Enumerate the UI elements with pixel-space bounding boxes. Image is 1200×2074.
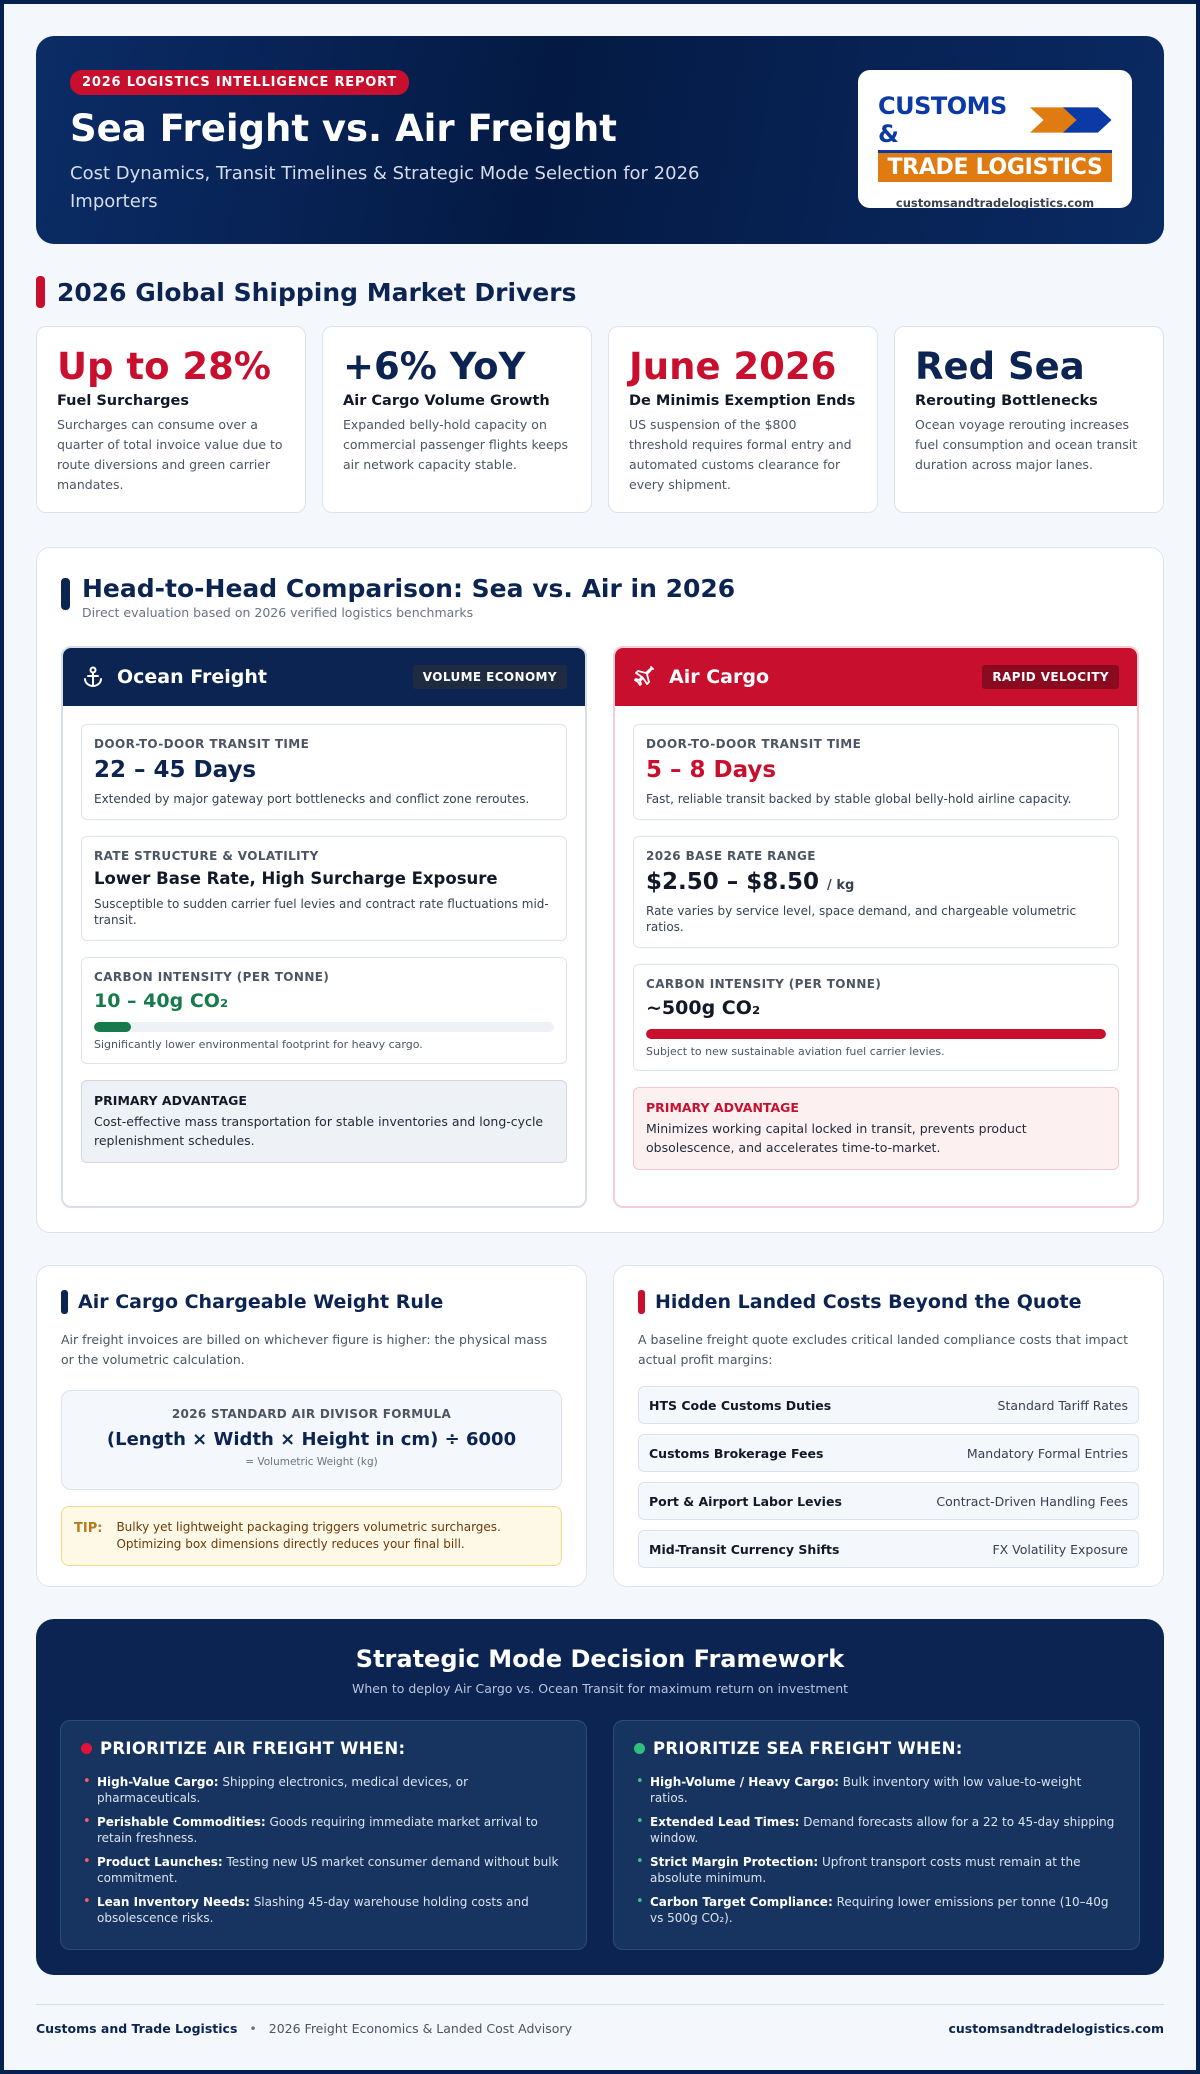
- air-priority-box: [60, 1720, 587, 1950]
- ocean-transit-card: [81, 724, 567, 820]
- arrow-logo-icon: [1030, 105, 1112, 135]
- list-item: • Strict Margin Protection: Upfront transport costs must remain at the absolute minimum.: [634, 1854, 1119, 1886]
- footer-separator: •: [249, 2021, 257, 2036]
- framework-title: Strategic Mode Decision Framework: [355, 1645, 845, 1673]
- ocean-carbon-card: [81, 957, 567, 1064]
- sea-priority-heading: PRIORITIZE SEA FREIGHT WHEN:: [653, 1739, 963, 1758]
- ocean-title: Ocean Freight: [117, 666, 268, 688]
- air-carbon-card: [633, 964, 1119, 1071]
- metric-value: 5 – 8 Days: [646, 757, 777, 783]
- card-accent-bar: [61, 1290, 68, 1314]
- metric-label: 2026 BASE RATE RANGE: [646, 849, 816, 863]
- tip-text: Bulky yet lightweight packaging triggers volumetric surcharges. Optimizing box dimensions directly reduces your final bill.: [116, 1520, 501, 1551]
- decision-framework: [36, 1619, 1164, 1975]
- cost-name: Customs Brokerage Fees: [649, 1445, 824, 1461]
- stat-description: Surcharges can consume over a quarter of total invoice value due to route diversions and green carrier mandates.: [57, 417, 283, 492]
- list-item: • Perishable Commodities: Goods requiring immediate market arrival to retain freshness.: [81, 1814, 566, 1846]
- logo-url[interactable]: customsandtradelogistics.com: [895, 196, 1095, 210]
- logo-line1: CUSTOMS &: [878, 92, 1007, 148]
- stat-description: US suspension of the $800 threshold requires formal entry and automated customs clearance for every shipment.: [629, 417, 852, 492]
- hidden-costs-card: [613, 1265, 1164, 1587]
- metric-description: Subject to new sustainable aviation fuel carrier levies.: [646, 1045, 945, 1058]
- weight-rule-desc: Air freight invoices are billed on whichever figure is higher: the physical mass or the volumetric calculation.: [61, 1332, 548, 1367]
- carbon-bar-track: [646, 1029, 1106, 1039]
- cost-name: Port & Airport Labor Levies: [649, 1493, 842, 1509]
- section-accent-bar: [61, 578, 70, 610]
- section-accent-bar: [36, 276, 45, 308]
- page-title: Sea Freight vs. Air Freight: [70, 107, 617, 150]
- list-item: • High-Volume / Heavy Cargo: Bulk inventory with low value-to-weight ratios.: [634, 1774, 1119, 1806]
- stat-card-red-sea: [894, 326, 1164, 513]
- list-item: • High-Value Cargo: Shipping electronics, medical devices, or pharmaceuticals.: [81, 1774, 566, 1806]
- air-advantage: [633, 1087, 1119, 1170]
- air-header: [615, 648, 1137, 706]
- advantage-label: PRIMARY ADVANTAGE: [646, 1100, 799, 1115]
- report-badge: 2026 LOGISTICS INTELLIGENCE REPORT: [70, 70, 409, 95]
- company-logo: [858, 70, 1132, 208]
- metric-value: Lower Base Rate, High Surcharge Exposure: [94, 869, 498, 888]
- list-item: [638, 1482, 1139, 1520]
- metric-label: CARBON INTENSITY (PER TONNE): [646, 977, 882, 991]
- stat-description: Expanded belly-hold capacity on commercial passenger flights keeps air network capacity stable.: [343, 417, 569, 472]
- infographic-page: [4, 4, 1196, 2070]
- air-rate-card: [633, 836, 1119, 948]
- ocean-tag: VOLUME ECONOMY: [413, 665, 567, 689]
- stat-value: +6% YoY: [343, 345, 526, 388]
- stat-description: Ocean voyage rerouting increases fuel consumption and ocean transit duration across major lanes.: [915, 417, 1138, 472]
- framework-subtitle: When to deploy Air Cargo vs. Ocean Transit for maximum return on investment: [351, 1681, 849, 1696]
- metric-label: RATE STRUCTURE & VOLATILITY: [94, 849, 319, 863]
- hero-header: [36, 36, 1164, 244]
- list-item: [638, 1434, 1139, 1472]
- tip-label: TIP:: [74, 1521, 103, 1536]
- metric-description: Significantly lower environmental footprint for heavy cargo.: [94, 1038, 423, 1051]
- air-tag: RAPID VELOCITY: [982, 665, 1119, 689]
- metric-value: 10 – 40g CO₂: [94, 990, 229, 1012]
- air-title: Air Cargo: [669, 666, 769, 688]
- metric-description: Susceptible to sudden carrier fuel levies and contract rate fluctuations mid-transit.: [94, 897, 549, 927]
- anchor-icon: [81, 665, 105, 689]
- metric-unit: / kg: [827, 878, 855, 893]
- carbon-bar-track: [94, 1022, 554, 1032]
- air-priority-heading: PRIORITIZE AIR FREIGHT WHEN:: [100, 1739, 406, 1758]
- carbon-bar-fill: [646, 1029, 1106, 1039]
- metric-label: DOOR-TO-DOOR TRANSIT TIME: [646, 737, 862, 751]
- lower-cards: [36, 1265, 1164, 1587]
- list-item: [638, 1386, 1139, 1424]
- card-accent-bar: [638, 1290, 645, 1314]
- formula-label: 2026 STANDARD AIR DIVISOR FORMULA: [171, 1407, 452, 1421]
- logo-line2: TRADE LOGISTICS: [878, 150, 1112, 182]
- footer-url[interactable]: customsandtradelogistics.com: [948, 2021, 1164, 2036]
- stat-card-de-minimis: [608, 326, 878, 513]
- comparison-heading: Head-to-Head Comparison: Sea vs. Air in 2026: [82, 574, 736, 603]
- hidden-costs-title: Hidden Landed Costs Beyond the Quote: [655, 1291, 1082, 1313]
- drivers-section-title: [36, 276, 1164, 308]
- metric-value: ~500g CO₂: [646, 997, 761, 1019]
- ocean-header: [63, 648, 585, 706]
- stat-card-fuel: [36, 326, 306, 513]
- metric-description: Extended by major gateway port bottlenecks and conflict zone reroutes.: [94, 792, 530, 806]
- advantage-text: Cost-effective mass transportation for stable inventories and long-cycle replenishment schedules.: [94, 1114, 544, 1148]
- plane-icon: [633, 665, 657, 689]
- air-priority-list: [81, 1774, 566, 1926]
- list-item: • Product Launches: Testing new US market consumer demand without bulk commitment.: [81, 1854, 566, 1886]
- list-item: [638, 1530, 1139, 1568]
- page-subtitle: Cost Dynamics, Transit Timelines & Strategic Mode Selection for 2026 Importers: [70, 163, 700, 212]
- drivers-heading: 2026 Global Shipping Market Drivers: [57, 277, 577, 307]
- ocean-advantage: [81, 1080, 567, 1163]
- comparison-header: [61, 574, 1139, 620]
- weight-rule-card: [36, 1265, 587, 1587]
- cost-name: Mid-Transit Currency Shifts: [649, 1541, 840, 1557]
- ocean-rate-card: [81, 836, 567, 941]
- stat-value: June 2026: [629, 345, 837, 388]
- red-dot-icon: [81, 1743, 92, 1754]
- sea-priority-list: [634, 1774, 1119, 1926]
- ocean-freight-column: [61, 646, 587, 1208]
- advantage-label: PRIMARY ADVANTAGE: [94, 1093, 247, 1108]
- stat-label: Air Cargo Volume Growth: [343, 393, 550, 409]
- formula-equation: (Length × Width × Height in cm) ÷ 6000: [106, 1429, 517, 1450]
- comparison-subtitle: Direct evaluation based on 2026 verified logistics benchmarks: [82, 605, 474, 620]
- footer-brand: Customs and Trade Logistics: [36, 2021, 238, 2036]
- metric-label: DOOR-TO-DOOR TRANSIT TIME: [94, 737, 310, 751]
- cost-value: FX Volatility Exposure: [992, 1541, 1128, 1557]
- tip-box: [61, 1506, 562, 1566]
- page-footer: [36, 2004, 1164, 2036]
- stat-card-air-volume: [322, 326, 592, 513]
- cost-list: [638, 1386, 1139, 1568]
- list-item: • Lean Inventory Needs: Slashing 45-day warehouse holding costs and obsolescence risks.: [81, 1894, 566, 1926]
- air-transit-card: [633, 724, 1119, 820]
- cost-value: Mandatory Formal Entries: [966, 1445, 1128, 1461]
- comparison-columns: [61, 646, 1139, 1208]
- footer-tagline: 2026 Freight Economics & Landed Cost Advisory: [268, 2021, 572, 2036]
- metric-description: Rate varies by service level, space demand, and chargeable volumetric ratios.: [646, 904, 1077, 934]
- hidden-costs-desc: A baseline freight quote excludes critical landed compliance costs that impact actual profit margins:: [638, 1332, 1129, 1367]
- formula-box: [61, 1390, 562, 1490]
- advantage-text: Minimizes working capital locked in transit, prevents product obsolescence, and accelerates time-to-market.: [646, 1121, 1027, 1155]
- air-cargo-column: [613, 646, 1139, 1208]
- stat-label: Fuel Surcharges: [57, 393, 189, 409]
- metric-label: CARBON INTENSITY (PER TONNE): [94, 970, 330, 984]
- cost-value: Standard Tariff Rates: [997, 1397, 1128, 1413]
- stat-value: Red Sea: [915, 345, 1085, 388]
- sea-priority-box: [613, 1720, 1140, 1950]
- stat-label: Rerouting Bottlenecks: [915, 393, 1098, 409]
- green-dot-icon: [634, 1743, 645, 1754]
- stat-value: Up to 28%: [57, 345, 271, 388]
- comparison-panel: [36, 547, 1164, 1233]
- weight-rule-title: Air Cargo Chargeable Weight Rule: [78, 1291, 444, 1313]
- driver-stats: [36, 326, 1164, 513]
- cost-value: Contract-Driven Handling Fees: [936, 1493, 1128, 1509]
- cost-name: HTS Code Customs Duties: [649, 1397, 832, 1413]
- carbon-bar-fill: [94, 1022, 131, 1032]
- stat-label: De Minimis Exemption Ends: [629, 393, 856, 409]
- list-item: • Extended Lead Times: Demand forecasts allow for a 22 to 45-day shipping window.: [634, 1814, 1119, 1846]
- formula-note: = Volumetric Weight (kg): [245, 1456, 378, 1468]
- list-item: • Carbon Target Compliance: Requiring lower emissions per tonne (10–40g vs 500g CO₂).: [634, 1894, 1119, 1926]
- metric-description: Fast, reliable transit backed by stable global belly-hold airline capacity.: [646, 792, 1072, 806]
- metric-value: 22 – 45 Days: [94, 757, 257, 783]
- metric-value: $2.50 – $8.50: [646, 869, 820, 895]
